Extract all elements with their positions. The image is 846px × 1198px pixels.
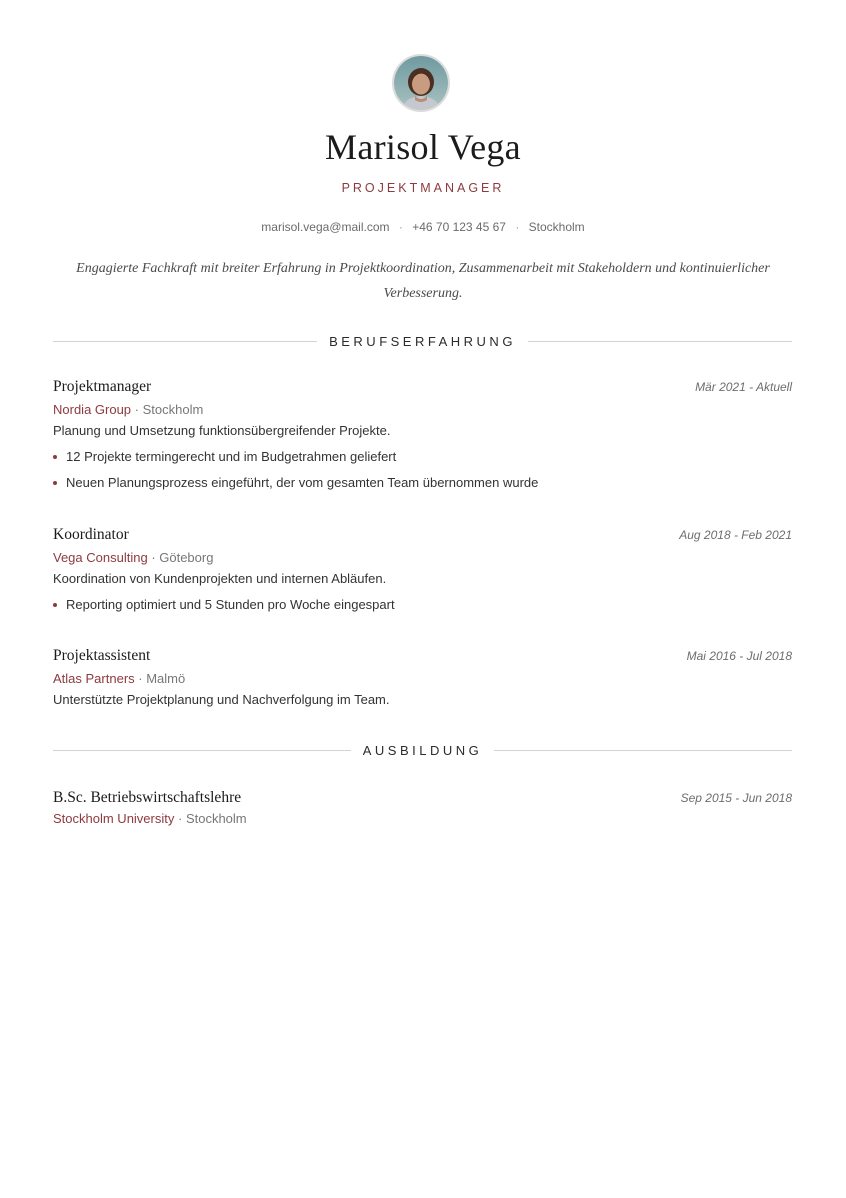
- divider: [494, 750, 792, 751]
- profile-summary: Engagierte Fachkraft mit breiter Erfahrung in Projektkoordination, Zusammenarbeit mit Stakeholdern und kontinuierlicher Verbesserung.: [76, 261, 770, 301]
- phone[interactable]: +46 70 123 45 67: [412, 220, 506, 234]
- position-title: Projektassistent: [53, 647, 151, 664]
- job-title: PROJEKTMANAGER: [341, 181, 505, 195]
- contact-line: [0, 220, 846, 234]
- date-range: Aug 2018 - Feb 2021: [679, 528, 792, 542]
- position-title: Projektmanager: [53, 378, 152, 395]
- section-heading-education: [53, 740, 792, 760]
- company-name: Vega Consulting: [53, 550, 148, 565]
- position-title: Koordinator: [53, 526, 129, 543]
- location: · Stockholm: [178, 811, 247, 826]
- bullet-icon: [53, 455, 57, 459]
- date-range: Sep 2015 - Jun 2018: [680, 791, 792, 805]
- date-range: Mai 2016 - Jul 2018: [686, 649, 792, 663]
- bullet-icon: [53, 603, 57, 607]
- position-description: Koordination von Kundenprojekten und internen Abläufen.: [53, 571, 387, 586]
- email[interactable]: marisol.vega@mail.com: [261, 220, 390, 234]
- section-label: BERUFSERFAHRUNG: [329, 333, 516, 349]
- location: · Göteborg: [151, 550, 214, 565]
- section-heading-experience: [53, 331, 792, 351]
- list-item: Reporting optimiert und 5 Stunden pro Woche eingespart: [53, 592, 792, 618]
- portrait-photo-icon: [394, 56, 448, 110]
- institution-name: Stockholm University: [53, 811, 175, 826]
- education-entry: [53, 789, 792, 826]
- location: · Stockholm: [134, 402, 204, 417]
- candidate-name: Marisol Vega: [325, 127, 521, 167]
- list-item: Neuen Planungsprozess eingeführt, der vom gesamten Team übernommen wurde: [53, 470, 792, 496]
- divider: [53, 750, 351, 751]
- experience-entry: [53, 647, 792, 707]
- organization-line: [53, 550, 792, 565]
- achievement-list: [53, 444, 792, 496]
- degree-title: B.Sc. Betriebswirtschaftslehre: [53, 789, 242, 806]
- company-name: Nordia Group: [53, 402, 132, 417]
- separator: ·: [515, 220, 520, 234]
- divider: [53, 341, 317, 342]
- organization-line: [53, 402, 792, 417]
- divider: [528, 341, 792, 342]
- experience-entry: [53, 526, 792, 618]
- position-description: Unterstützte Projektplanung und Nachverfolgung im Team.: [53, 692, 390, 707]
- organization-line: [53, 671, 792, 686]
- location: · Malmö: [138, 671, 186, 686]
- city: Stockholm: [528, 220, 585, 234]
- achievement-list: [53, 592, 792, 618]
- section-label: AUSBILDUNG: [362, 742, 483, 758]
- experience-entry: [53, 378, 792, 496]
- separator: ·: [398, 220, 403, 234]
- company-name: Atlas Partners: [53, 671, 135, 686]
- organization-line: [53, 811, 792, 826]
- avatar: [392, 54, 450, 112]
- list-item: 12 Projekte termingerecht und im Budgetrahmen geliefert: [53, 444, 792, 470]
- date-range: Mär 2021 - Aktuell: [695, 380, 792, 394]
- bullet-icon: [53, 481, 57, 485]
- position-description: Planung und Umsetzung funktionsübergreifender Projekte.: [53, 423, 391, 438]
